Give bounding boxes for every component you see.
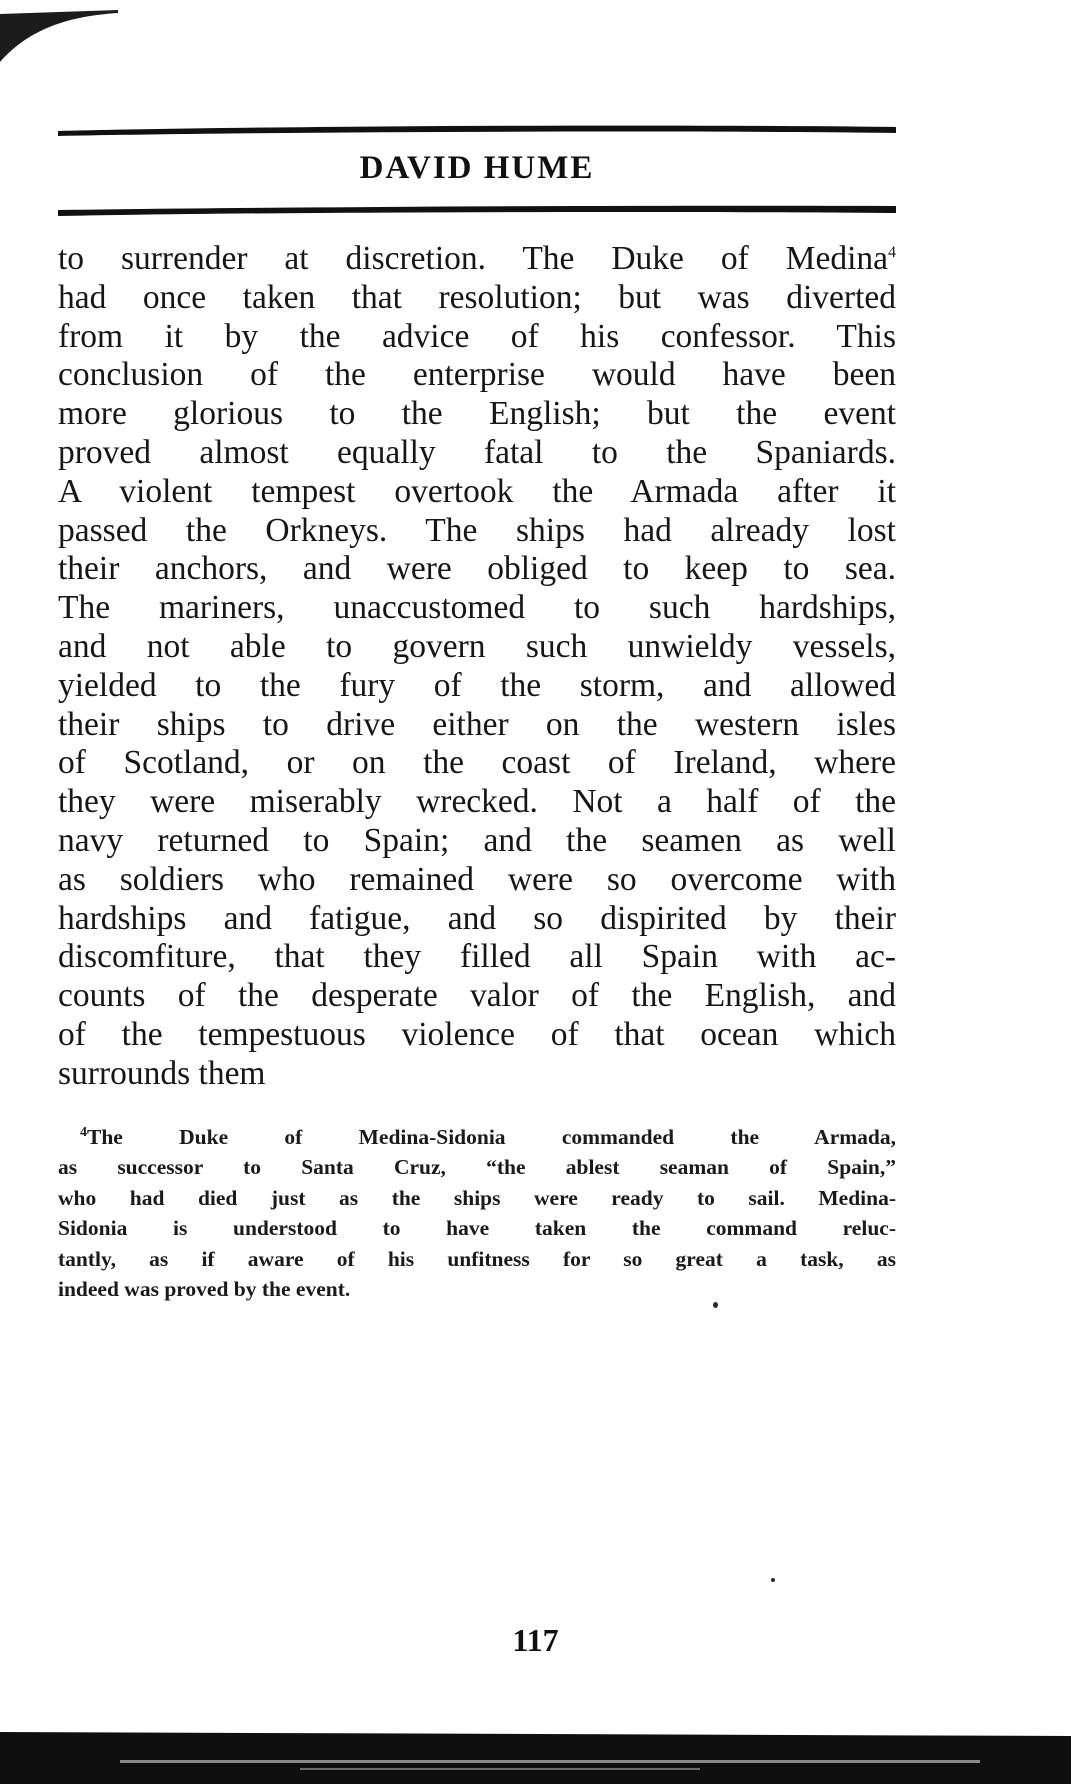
body-line: to surrender at discretion. The Duke of Medina$^4$ xyxy=(58,240,896,277)
body-line: they were miserably wrecked. Not a half of the xyxy=(58,783,896,821)
top-rule xyxy=(58,124,896,138)
head-rule xyxy=(58,204,896,218)
body-line: passed the Orkneys. The ships had already lost xyxy=(58,511,896,549)
footnote-marker: 4 xyxy=(80,1124,87,1140)
footnote-line: $^4$The Duke of Medina-Sidonia commanded the Armada, xyxy=(80,1124,896,1149)
running-head: DAVID HUME xyxy=(359,150,595,186)
body-line: counts of the desperate valor of the English, and xyxy=(58,977,896,1015)
footnote-line: indeed was proved by the event. xyxy=(58,1276,351,1301)
body-line: The mariners, unaccustomed to such hardships, xyxy=(58,589,896,627)
body-line: proved almost equally fatal to the Spaniards. xyxy=(58,433,896,471)
body-line: A violent tempest overtook the Armada after it xyxy=(58,472,896,510)
body-line: discomfiture, that they filled all Spain with ac- xyxy=(58,938,896,976)
footnote-line: who had died just as the ships were ready to sail. Medina- xyxy=(58,1185,896,1210)
footnote-line: Sidonia is understood to have taken the command reluc- xyxy=(58,1216,896,1241)
footnote-line: as successor to Santa Cruz, “the ablest seaman of Spain,” xyxy=(58,1155,896,1180)
body-text xyxy=(58,240,896,1094)
body-line: from it by the advice of his confessor. This xyxy=(58,317,896,355)
body-line: conclusion of the enterprise would have been xyxy=(58,356,896,394)
body-line: yielded to the fury of the storm, and allowed xyxy=(58,666,896,704)
body-line: more glorious to the English; but the event xyxy=(58,395,896,433)
body-line: surrounds them xyxy=(58,1054,266,1092)
body-line: navy returned to Spain; and the seamen as well xyxy=(58,821,896,859)
footnote-line: tantly, as if aware of his unfitness for so great a task, as xyxy=(58,1246,896,1271)
page-number: 117 xyxy=(512,1622,559,1658)
body-line: had once taken that resolution; but was diverted xyxy=(58,278,896,316)
body-line: of the tempestuous violence of that ocean which xyxy=(58,1015,896,1053)
footnote-reference: 4 xyxy=(888,243,896,261)
body-line: and not able to govern such unwieldy vessels, xyxy=(58,627,896,665)
ink-speck xyxy=(771,1578,775,1582)
footnote xyxy=(58,1122,896,1304)
body-line: hardships and fatigue, and so dispirited by their xyxy=(58,899,896,937)
body-line: their ships to drive either on the western isles xyxy=(58,705,896,743)
ink-speck xyxy=(713,1302,718,1308)
bottom-scan-band xyxy=(0,1732,1071,1784)
corner-scan-mark xyxy=(0,10,118,62)
body-line: their anchors, and were obliged to keep to sea. xyxy=(58,550,896,588)
body-line: as soldiers who remained were so overcome with xyxy=(58,860,896,898)
body-line: of Scotland, or on the coast of Ireland, where xyxy=(58,744,896,782)
